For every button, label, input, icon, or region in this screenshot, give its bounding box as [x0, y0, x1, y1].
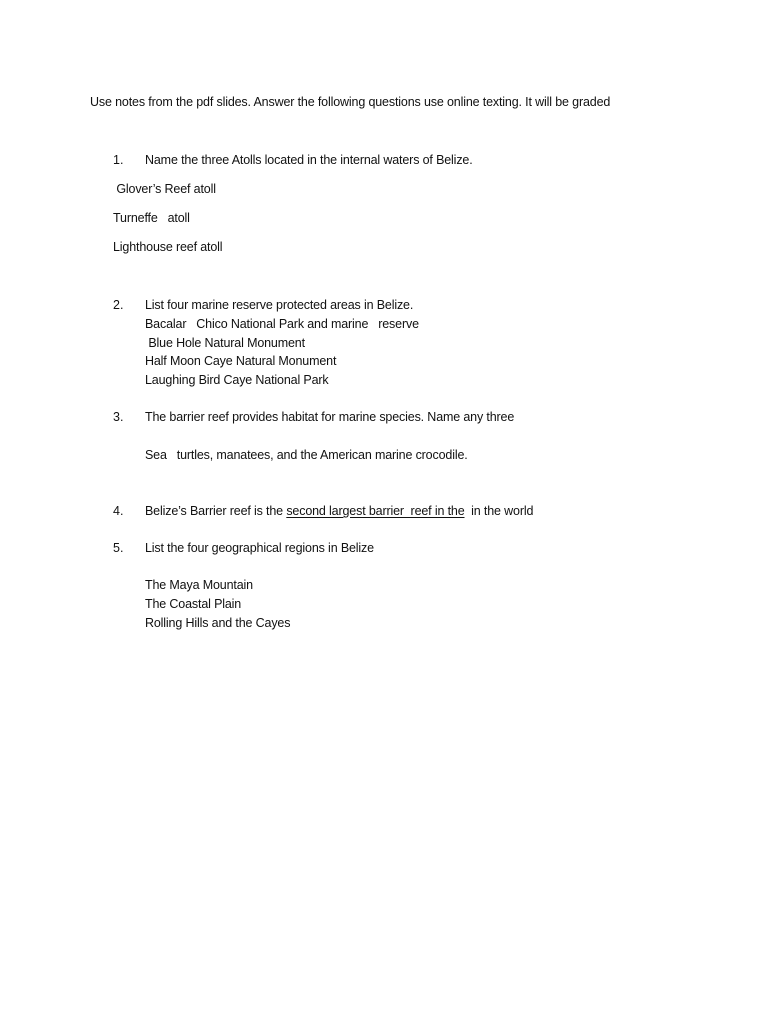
question-3-number: 3.	[113, 410, 124, 424]
question-1-answer-2: Turneffe atoll	[113, 211, 190, 225]
question-2-text: List four marine reserve protected areas in Belize.	[145, 298, 414, 312]
question-1-number: 1.	[113, 153, 124, 167]
question-4-underlined-answer: second largest barrier reef in the	[286, 504, 465, 518]
question-1-answer-1: Glover’s Reef atoll	[113, 182, 216, 196]
question-5-answer-3: Rolling Hills and the Cayes	[145, 616, 291, 630]
question-5-answer-2: The Coastal Plain	[145, 597, 242, 611]
question-2-answer-1: Bacalar Chico National Park and marine reserve	[145, 317, 419, 331]
question-2-answer-4: Laughing Bird Caye National Park	[145, 373, 329, 387]
question-5-number: 5.	[113, 541, 124, 555]
question-2-answer-2: Blue Hole Natural Monument	[145, 336, 305, 350]
question-4-text-after: in the world	[464, 504, 534, 518]
question-5-text: List the four geographical regions in Belize	[145, 541, 374, 555]
question-2-number: 2.	[113, 298, 124, 312]
question-1-text: Name the three Atolls located in the internal waters of Belize.	[145, 153, 473, 167]
intro-instructions: Use notes from the pdf slides. Answer the following questions use online texting. It will be graded	[90, 95, 611, 109]
question-2-answer-3: Half Moon Caye Natural Monument	[145, 354, 337, 368]
question-4-text	[145, 503, 533, 519]
question-1-answer-3: Lighthouse reef atoll	[113, 240, 223, 254]
question-3-answer-1: Sea turtles, manatees, and the American marine crocodile.	[145, 448, 468, 462]
question-4-text-before: Belize’s Barrier reef is the	[145, 504, 287, 518]
question-5-answer-1: The Maya Mountain	[145, 578, 253, 592]
question-3-text: The barrier reef provides habitat for marine species. Name any three	[145, 410, 515, 424]
question-4-number: 4.	[113, 504, 124, 518]
